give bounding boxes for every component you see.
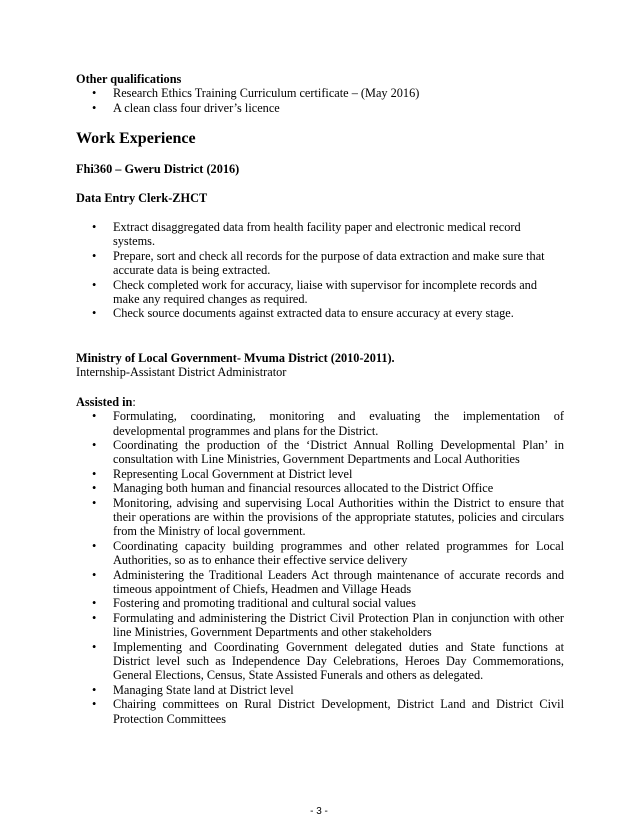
list-item: • Coordinating capacity building programmes and other related programmes for Local Authorities, so as to enhance their effective service delivery — [76, 539, 564, 568]
other-qualifications-list — [76, 86, 564, 115]
list-item: • Extract disaggregated data from health facility paper and electronic medical record systems. — [76, 220, 564, 249]
list-item: • Managing both human and financial resources allocated to the District Office — [76, 481, 564, 495]
list-item: • Administering the Traditional Leaders Act through maintenance of accurate records and timeous appointment of Chiefs, Headmen and Village Heads — [76, 568, 564, 597]
assisted-in-label — [76, 395, 564, 409]
page-number: - 3 - — [310, 806, 328, 817]
job2-organization: Ministry of Local Government- Mvuma District (2010-2011). — [76, 350, 395, 365]
list-item: • Implementing and Coordinating Government delegated duties and State functions at District level such as Independence Day Celebrations, Heroes Day Commemorations, General Elections, Census, State Assisted Funerals and others as delegated. — [76, 640, 564, 683]
job1-role: Data Entry Clerk-ZHCT — [76, 190, 208, 205]
list-item: • Managing State land at District level — [76, 683, 564, 697]
list-item: • Formulating and administering the District Civil Protection Plan in conjunction with other line Ministries, Government Departments and other stakeholders — [76, 611, 564, 640]
list-item: • Monitoring, advising and supervising Local Authorities within the District to ensure that their operations are within the provisions of the appropriate statutes, policies and circulars from the Ministry of local government. — [76, 496, 564, 539]
list-item: • Check completed work for accuracy, liaise with supervisor for incomplete records and make any required changes as required. — [76, 278, 564, 307]
page-content — [76, 72, 564, 726]
job2-duties-list — [76, 409, 564, 726]
list-item: • Coordinating the production of the ‘District Annual Rolling Developmental Plan’ in consultation with Line Ministries, Government Departments and Local Authorities — [76, 438, 564, 467]
job1-duties-list — [76, 220, 564, 321]
list-item: • Representing Local Government at District level — [76, 467, 564, 481]
job1-organization: Fhi360 – Gweru District (2016) — [76, 162, 240, 177]
list-item: • Formulating, coordinating, monitoring and evaluating the implementation of developmental programmes and plans for the District. — [76, 409, 564, 438]
assisted-in-text: Assisted in — [76, 394, 133, 409]
list-item: • Check source documents against extracted data to ensure accuracy at every stage. — [76, 306, 564, 320]
list-item: • Fostering and promoting traditional and cultural social values — [76, 596, 564, 610]
list-item: • Chairing committees on Rural District Development, District Land and District Civil Protection Committees — [76, 697, 564, 726]
other-qualifications-heading: Other qualifications — [76, 72, 182, 86]
list-item: • Prepare, sort and check all records for the purpose of data extraction and make sure that accurate data is being extracted. — [76, 249, 564, 278]
list-item: • A clean class four driver’s licence — [76, 101, 564, 115]
assisted-in-colon: : — [132, 394, 136, 409]
list-item: • Research Ethics Training Curriculum certificate – (May 2016) — [76, 86, 564, 100]
job2-role: Internship-Assistant District Administrator — [76, 365, 287, 380]
work-experience-heading: Work Experience — [76, 130, 196, 148]
